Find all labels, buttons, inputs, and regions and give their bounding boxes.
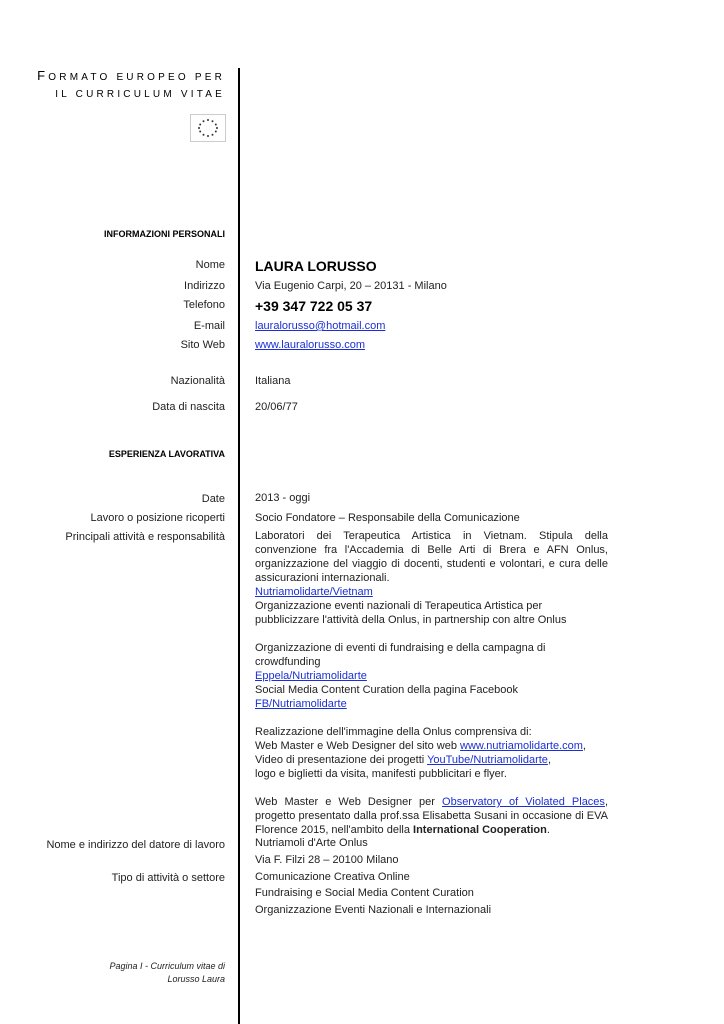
label-nazionalita: Nazionalità — [170, 375, 225, 387]
label-nascita: Data di nascita — [152, 401, 225, 413]
observatory-bold: International Cooperation — [413, 824, 547, 836]
observatory-mid: , progetto presentato dalla prof.ssa Elisabetta Susani in occasione di EVA Florence 2015, nell'ambito della — [255, 796, 608, 836]
activity-fundraising — [255, 641, 608, 683]
header-title-line1: FORMATO EUROPEO PER — [37, 68, 225, 83]
footer-line1: Pagina I - Curriculum vitae di — [109, 961, 225, 971]
value-tipo-1: Comunicazione Creativa Online — [255, 871, 410, 883]
label-sito: Sito Web — [180, 339, 225, 351]
observatory-link[interactable]: Observatory of Violated Places — [442, 796, 605, 808]
label-datore: Nome e indirizzo del datore di lavoro — [46, 839, 225, 851]
branding-line3-pre: Video di presentazione dei progetti — [255, 754, 428, 766]
label-nome: Nome — [195, 259, 225, 271]
branding-line2-pre: Web Master e Web Designer del sito web — [255, 740, 461, 752]
value-nazionalita: Italiana — [255, 375, 291, 387]
value-tipo-3: Organizzazione Eventi Nazionali e Internazionali — [255, 904, 492, 916]
value-lavoro: Socio Fondatore – Responsabile della Comunicazione — [255, 512, 520, 524]
branding-line4: logo e biglietti da visita, manifesti pubblicitari e flyer. — [255, 768, 507, 780]
label-lavoro: Lavoro o posizione ricoperti — [90, 512, 225, 524]
page-footer — [109, 960, 225, 986]
value-datore-name: Nutriamoli d'Arte Onlus — [255, 837, 368, 849]
facebook-link[interactable]: FB/Nutriamolidarte — [255, 698, 347, 710]
observatory-pre: Web Master e Web Designer per — [255, 796, 443, 808]
section-title-experience: ESPERIENZA LAVORATIVA — [108, 449, 225, 459]
eu-flag-icon — [190, 114, 226, 142]
branding-line2-post: , — [582, 740, 586, 752]
value-telefono: +39 347 722 05 37 — [255, 298, 373, 314]
email-link[interactable]: lauralorusso@hotmail.com — [255, 320, 386, 332]
activity-branding — [255, 725, 608, 781]
label-attivita: Principali attività e responsabilità — [65, 531, 225, 543]
label-email: E-mail — [193, 320, 225, 332]
section-title-personal: INFORMAZIONI PERSONALI — [104, 229, 225, 239]
branding-line1: Realizzazione dell'immagine della Onlus comprensiva di: — [255, 726, 532, 738]
value-nome: LAURA LORUSSO — [255, 258, 377, 274]
activity-fundraising-text: Organizzazione di eventi di fundraising e della campagna di crowdfunding — [255, 642, 546, 668]
branding-line3-post: , — [547, 754, 551, 766]
website-link[interactable]: www.lauralorusso.com — [255, 339, 366, 351]
value-tipo-2: Fundraising e Social Media Content Curation — [255, 887, 474, 899]
label-tipo: Tipo di attività o settore — [111, 872, 225, 884]
value-date: 2013 - oggi — [255, 492, 311, 504]
nutriamolidarte-site-link[interactable]: www.nutriamolidarte.com — [460, 740, 583, 752]
youtube-link[interactable]: YouTube/Nutriamolidarte — [427, 754, 548, 766]
value-datore-address: Via F. Filzi 28 – 20100 Milano — [255, 854, 399, 866]
activity-vietnam-text: Laboratori dei Terapeutica Artistica in Vietnam. Stipula della convenzione fra l'Accademia di Belle Arti di Brera e AFN Onlus, organizzazione del viaggio di docenti, studenti e volontari, e cura delle assicurazioni internazionali. — [255, 530, 608, 584]
label-indirizzo: Indirizzo — [184, 280, 225, 292]
activity-social-text: Social Media Content Curation della pagina Facebook — [255, 684, 518, 696]
label-telefono: Telefono — [183, 299, 225, 311]
observatory-post: . — [546, 824, 550, 836]
vertical-divider — [238, 68, 240, 1024]
activity-vietnam — [255, 529, 608, 599]
activity-observatory — [255, 795, 608, 837]
header-title-line2: IL CURRICULUM VITAE — [55, 89, 225, 100]
vietnam-link[interactable]: Nutriamolidarte/Vietnam — [255, 586, 373, 598]
activity-social — [255, 683, 608, 711]
eppela-link[interactable]: Eppela/Nutriamolidarte — [255, 670, 367, 682]
activity-events: Organizzazione eventi nazionali di Terapeutica Artistica per pubblicizzare l'attività della Onlus, in partnership con altre Onlus — [255, 600, 567, 626]
footer-line2: Lorusso Laura — [167, 974, 225, 984]
label-date: Date — [201, 493, 225, 505]
value-nascita: 20/06/77 — [255, 401, 298, 413]
value-indirizzo: Via Eugenio Carpi, 20 – 20131 - Milano — [255, 280, 447, 292]
